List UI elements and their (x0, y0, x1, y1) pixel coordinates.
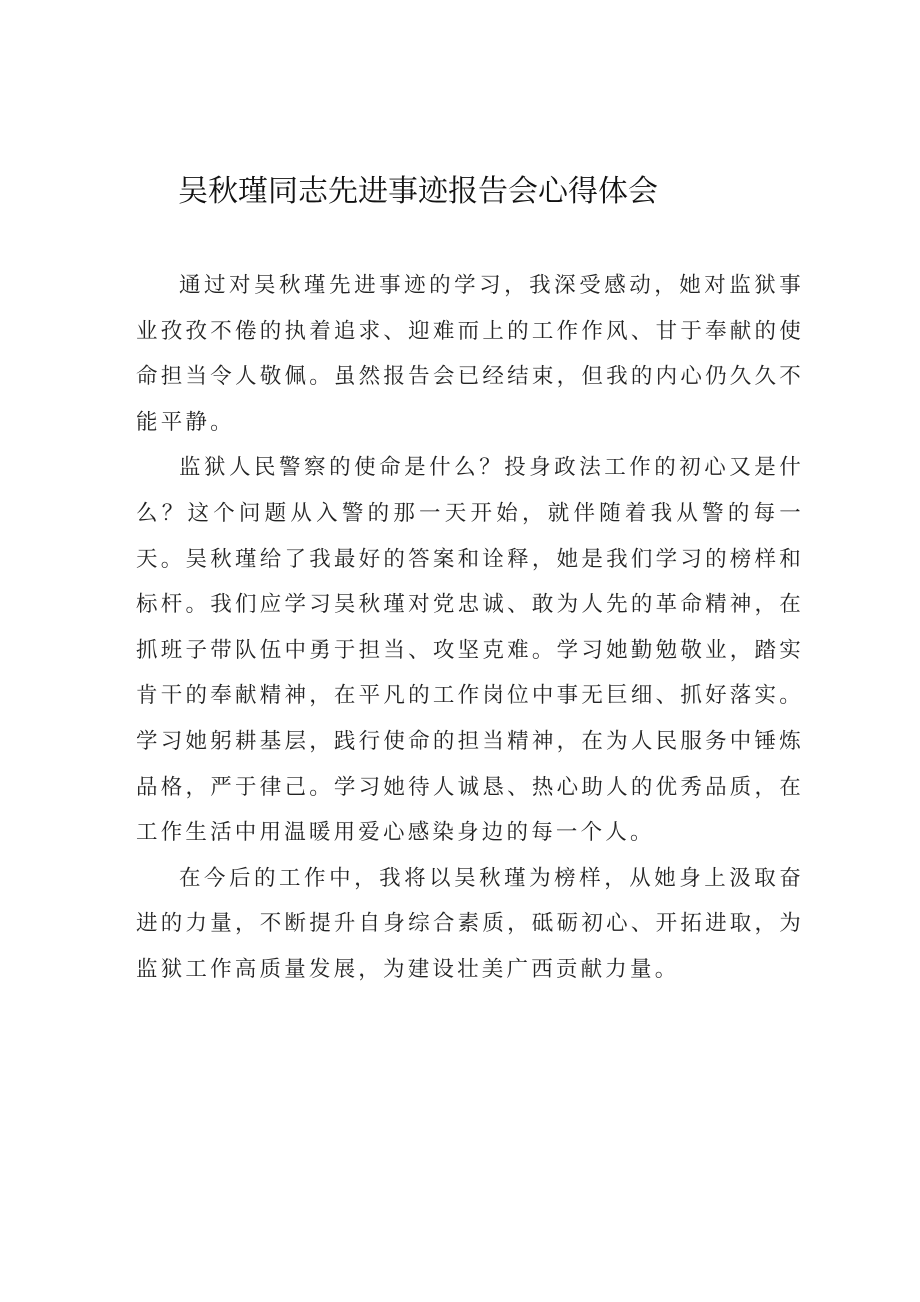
paragraph: 通过对吴秋瑾先进事迹的学习，我深受感动，她对监狱事业孜孜不倦的执着追求、迎难而上的工作作风、甘于奉献的使命担当令人敬佩。虽然报告会已经结束，但我的内心仍久久不能平静。 (136, 273, 804, 435)
paragraph: 在今后的工作中，我将以吴秋瑾为榜样，从她身上汲取奋进的力量，不断提升自身综合素质，砥砺初心、开拓进取，为监狱工作高质量发展，为建设壮美广西贡献力量。 (136, 865, 804, 982)
paragraph: 监狱人民警察的使命是什么？投身政法工作的初心又是什么？这个问题从入警的那一天开始，就伴随着我从警的每一天。吴秋瑾给了我最好的答案和诠释，她是我们学习的榜样和标杆。我们应学习吴秋瑾对党忠诚、敢为人先的革命精神，在抓班子带队伍中勇于担当、攻坚克难。学习她勤勉敬业，踏实肯干的奉献精神，在平凡的工作岗位中事无巨细、抓好落实。学习她躬耕基层，践行使命的担当精神，在为人民服务中锤炼品格，严于律己。学习她待人诚恳、热心助人的优秀品质，在工作生活中用温暖用爱心感染身边的每一个人。 (136, 455, 804, 846)
document-title: 吴秋瑾同志先进事迹报告会心得体会 (178, 174, 658, 209)
document-body (136, 263, 804, 993)
